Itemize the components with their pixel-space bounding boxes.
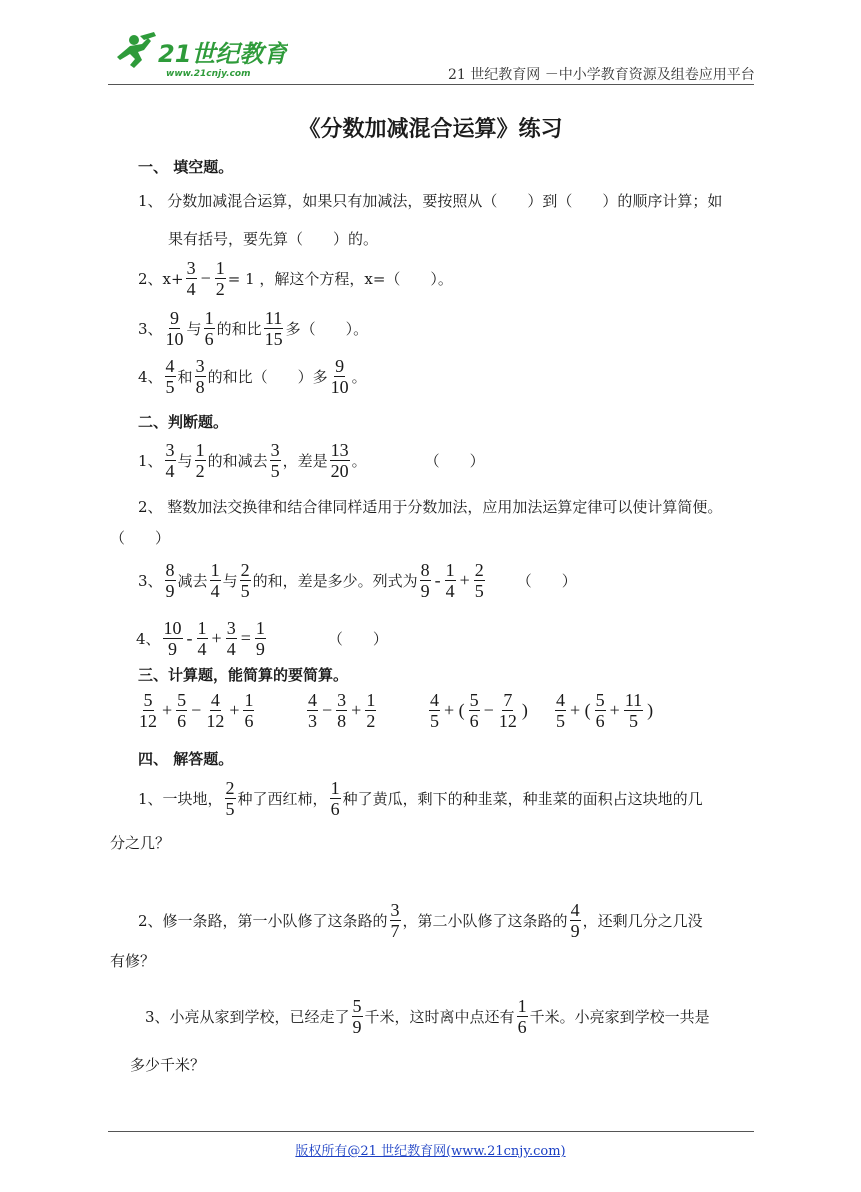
logo-url: www.21cnjy.com (166, 69, 251, 79)
problem-1-line2: 分之几？ (110, 834, 171, 852)
fraction: $\frac{11}{5}$ (624, 690, 643, 731)
fraction: $\frac{2}{5}$ (474, 560, 484, 601)
fraction: $\frac{8}{9}$ (420, 560, 430, 601)
calc-expression-2: $\frac{4}{3}$ − $\frac{3}{8}$ + $\frac{1}{2}$ (308, 690, 376, 731)
section-true-false: 二、判断题。 (138, 413, 229, 431)
fraction: $\frac{1}{6}$ (517, 996, 527, 1037)
fraction: $\frac{1}{4}$ (445, 560, 455, 601)
fraction: $\frac{13}{20}$ (330, 440, 349, 481)
calc-expression-3: $\frac{4}{5}$ + ( $\frac{5}{6}$ − $\frac{7}{12}$ ) (430, 690, 528, 731)
problem-3-line1: 3、小亮从家到学校，已经走了 $\frac{5}{9}$ 千米，这时离中点还有 $\frac{1}{6}$ 千米。小亮家到学校一共是 (145, 996, 710, 1037)
fraction: $\frac{11}{15}$ (264, 308, 283, 349)
fraction: $\frac{5}{6}$ (469, 690, 479, 731)
runner-logo-icon (108, 30, 288, 82)
problem-2-line2: 有修？ (110, 952, 156, 970)
fraction: $\frac{1}{6}$ (204, 308, 214, 349)
problem-2-line1: 2、修一条路，第一小队修了这条路的 $\frac{3}{7}$ ，第二小队修了这条路的 $\frac{4}{9}$ ，还剩几分之几没 (138, 900, 703, 941)
judge-3: 3、 $\frac{8}{9}$ 减去 $\frac{1}{4}$ 与 $\frac{2}{5}$ 的和，差是多少。列式为 $\frac{8}{9}$ - $\frac{1}{4}$ + $\frac{2}{5}$ （ ） (138, 560, 577, 601)
problem-1-line1: 1、一块地， $\frac{2}{5}$ 种了西红柿， $\frac{1}{6}$ 种了黄瓜，剩下的种韭菜，种韭菜的面积占这块地的几 (138, 778, 703, 819)
question-1-line1 (138, 190, 722, 211)
fraction: $\frac{4}{5}$ (556, 690, 565, 731)
fraction: $\frac{1}{2}$ (366, 690, 376, 731)
fraction: $\frac{5}{12}$ (139, 690, 157, 731)
judge-2-line1: 2、 整数加法交换律和结合律同样适用于分数加法，应用加法运算定律可以使计算简便。 (138, 498, 723, 516)
fraction: $\frac{1}{4}$ (210, 560, 220, 601)
fraction: $\frac{1}{9}$ (255, 618, 265, 659)
question-text: 1、 分数加减混合运算，如果只有加减法，要按照从（ ）到（ ）的顺序计算；如 (138, 192, 723, 210)
fraction: $\frac{3}{8}$ (337, 690, 347, 731)
page-title: 《分数加减混合运算》练习 (298, 116, 563, 142)
fraction: $\frac{3}{4}$ (165, 440, 175, 481)
copyright-link[interactable]: 版权所有@21 世纪教育网(www.21cnjy.com) (295, 1144, 566, 1159)
judge-2-line2 (110, 527, 170, 548)
question-prefix: 2、x+ (138, 270, 184, 288)
calc-expression-1: $\frac{5}{12}$ + $\frac{5}{6}$ − $\frac{4}{12}$ + $\frac{1}{6}$ (139, 690, 254, 731)
answer-blank: （ ） (110, 529, 171, 547)
site-tagline: 21 世纪教育网 －中小学教育资源及组卷应用平台 (448, 67, 755, 83)
fraction: $\frac{3}{5}$ (270, 440, 280, 481)
fraction: $\frac{3}{8}$ (195, 356, 205, 397)
fraction: $\frac{4}{5}$ (165, 356, 175, 397)
fraction: $\frac{4}{3}$ (308, 690, 317, 731)
fraction: $\frac{1}{6}$ (330, 778, 340, 819)
answer-blank: （ ） (327, 630, 388, 648)
fraction: $\frac{1}{2}$ (215, 258, 225, 299)
fraction: $\frac{2}{5}$ (225, 778, 235, 819)
problem-3-line2: 多少千米？ (130, 1056, 206, 1074)
fraction: $\frac{5}{9}$ (352, 996, 362, 1037)
fraction: $\frac{3}{4}$ (186, 258, 196, 299)
question-text: 果有括号，要先算（ ）的。 (168, 230, 379, 248)
question-2: 2、x+ $\frac{3}{4}$ − $\frac{1}{2}$ = 1 ，解这个方程，x=（ ）。 (138, 258, 453, 299)
fraction: $\frac{1}{2}$ (195, 440, 205, 481)
judge-1: 1、 $\frac{3}{4}$ 与 $\frac{1}{2}$ 的和减去 $\frac{3}{5}$ ，差是 $\frac{13}{20}$ 。 （ ） (138, 440, 485, 481)
fraction: $\frac{1}{6}$ (244, 690, 254, 731)
section-word-problems: 四、 解答题。 (138, 750, 234, 768)
footer-divider (108, 1131, 754, 1132)
fraction: $\frac{5}{6}$ (177, 690, 187, 731)
fraction: $\frac{4}{12}$ (206, 690, 225, 731)
answer-blank: （ ） (424, 452, 485, 470)
fraction: $\frac{1}{4}$ (197, 618, 207, 659)
fraction: $\frac{8}{9}$ (165, 560, 175, 601)
fraction: $\frac{5}{6}$ (595, 690, 605, 731)
fraction: $\frac{4}{5}$ (430, 690, 439, 731)
header-divider (108, 84, 754, 85)
fraction: $\frac{3}{7}$ (390, 900, 400, 941)
fraction: $\frac{4}{9}$ (570, 900, 580, 941)
section-fill-blank: 一、 填空题。 (138, 158, 234, 176)
answer-blank: （ ） (516, 572, 577, 590)
fraction: $\frac{10}{9}$ (163, 618, 182, 659)
question-3: 3、 $\frac{9}{10}$ 与 $\frac{1}{6}$ 的和比 $\frac{11}{15}$ 多（ ）。 (138, 308, 369, 349)
logo-text: 21世纪教育 (158, 40, 288, 68)
question-4: 4、 $\frac{4}{5}$ 和 $\frac{3}{8}$ 的和比（ ）多 $\frac{9}{10}$ 。 (138, 356, 367, 397)
fraction: $\frac{3}{4}$ (226, 618, 236, 659)
fraction: $\frac{9}{10}$ (330, 356, 349, 397)
question-1-line2 (168, 228, 378, 249)
fraction: $\frac{2}{5}$ (240, 560, 250, 601)
question-suffix: = 1 ，解这个方程，x=（ ）。 (227, 270, 453, 288)
section-calculation: 三、计算题，能简算的要简算。 (138, 666, 349, 684)
site-logo (108, 30, 288, 82)
calc-expression-4: $\frac{4}{5}$ + ( $\frac{5}{6}$ + $\frac{11}{5}$ ) (556, 690, 654, 731)
judge-4: 4、 $\frac{10}{9}$ - $\frac{1}{4}$ + $\frac{3}{4}$ = $\frac{1}{9}$ （ ） (136, 618, 388, 659)
fraction: $\frac{9}{10}$ (165, 308, 184, 349)
fraction: $\frac{7}{12}$ (498, 690, 517, 731)
